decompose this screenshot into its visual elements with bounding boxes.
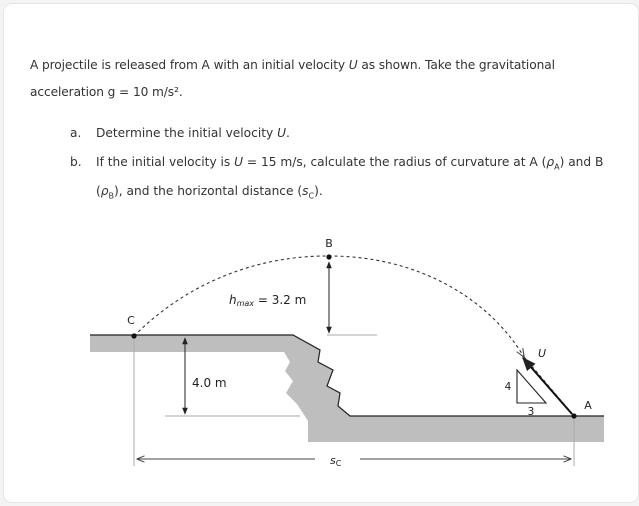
- item-b-text-2: = 15 m/s, calculate the radius of curvature at A (: [243, 155, 547, 169]
- item-b-text-3: ) and B (: [96, 155, 604, 199]
- rho-b-symbol: ρ: [100, 184, 109, 199]
- label-hmax: hmax = 3.2 m: [229, 293, 307, 308]
- item-b-text-4: ), and the horizontal distance (: [114, 184, 303, 199]
- slope-triangle: [517, 370, 546, 403]
- label-velocity: U: [538, 347, 547, 360]
- item-b-text-1: If the initial velocity is: [96, 155, 235, 169]
- label-point-a: A: [584, 399, 592, 412]
- distance-subscript: C: [308, 191, 315, 201]
- intro-text-1: A projectile is released from A with an initial velocity: [30, 58, 349, 72]
- distance-symbol: s: [302, 184, 309, 199]
- rho-a-subscript: A: [554, 162, 560, 172]
- item-b-text-5: ).: [314, 184, 323, 199]
- point-a-dot: [571, 413, 576, 418]
- intro-velocity-symbol: U: [348, 58, 358, 72]
- label-point-b: B: [325, 237, 333, 250]
- label-height: 4.0 m: [192, 376, 227, 390]
- item-a-velocity-symbol: U: [277, 126, 287, 140]
- item-marker-b: b.: [70, 155, 82, 169]
- label-slope-vertical: 4: [504, 381, 512, 393]
- label-distance: sC: [330, 454, 342, 468]
- item-a-period: .: [286, 126, 290, 140]
- label-slope-horizontal: 3: [527, 406, 535, 418]
- item-marker-a: a.: [70, 126, 82, 140]
- point-b-dot: [326, 254, 331, 259]
- point-c-dot: [131, 333, 136, 338]
- rho-b-subscript: B: [108, 191, 115, 201]
- item-b-velocity-symbol: U: [234, 155, 244, 169]
- rho-a-symbol: ρ: [546, 155, 555, 169]
- item-a-text: Determine the initial velocity: [96, 126, 278, 140]
- intro-text-2: as shown. Take the gravitational acceleration g = 10 m/s².: [30, 58, 555, 99]
- label-point-c: C: [127, 314, 135, 327]
